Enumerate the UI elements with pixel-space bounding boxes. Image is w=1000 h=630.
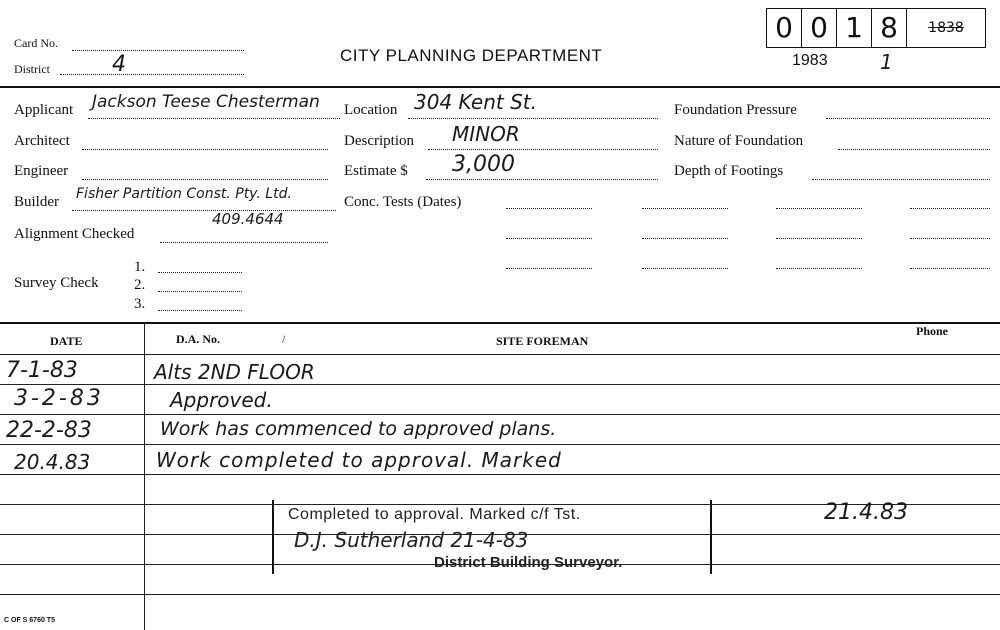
table-row-line bbox=[0, 474, 1000, 475]
form-code: C OF S 6760 T5 bbox=[4, 617, 55, 624]
table-row-line bbox=[0, 594, 1000, 595]
depth-footings-line bbox=[812, 179, 990, 180]
survey-line bbox=[158, 291, 242, 292]
stamp-title: District Building Surveyor. bbox=[434, 554, 623, 571]
table-column-divider bbox=[144, 322, 145, 630]
col-foreman-header: SITE FOREMAN bbox=[496, 334, 589, 348]
description-value: MINOR bbox=[452, 122, 520, 146]
table-row-date: 22-2-83 bbox=[6, 418, 92, 443]
applicant-value: Jackson Teese Chesterman bbox=[92, 92, 320, 112]
applicant-label: Applicant bbox=[14, 102, 74, 118]
engineer-label: Engineer bbox=[14, 163, 69, 179]
table-row-date: 7-1-83 bbox=[6, 358, 78, 383]
table-row-line bbox=[0, 444, 1000, 445]
table-top-rule bbox=[0, 322, 1000, 324]
conc-tests-label: Conc. Tests (Dates) bbox=[344, 194, 462, 210]
table-row-date: 3-2-83 bbox=[14, 386, 104, 411]
table-row-line bbox=[0, 414, 1000, 415]
architect-line bbox=[82, 149, 328, 150]
department-title: CITY PLANNING DEPARTMENT bbox=[340, 46, 603, 65]
header-rule bbox=[0, 86, 1000, 88]
description-label: Description bbox=[344, 133, 414, 149]
conc-test-line bbox=[642, 208, 728, 209]
table-row-note: Approved. bbox=[170, 388, 273, 412]
district-label: District bbox=[14, 62, 50, 76]
conc-test-line bbox=[642, 238, 728, 239]
survey-label: Survey Check bbox=[14, 275, 99, 291]
survey-item: 2. bbox=[134, 277, 146, 293]
estimate-value: 3,000 bbox=[452, 152, 515, 177]
foundation-pressure-line bbox=[826, 118, 990, 119]
location-value: 304 Kent St. bbox=[414, 90, 538, 114]
builder-value: Fisher Partition Const. Pty. Ltd. bbox=[76, 186, 292, 202]
year-suffix: 1 bbox=[880, 50, 893, 74]
conc-test-line bbox=[910, 208, 990, 209]
estimate-label: Estimate $ bbox=[344, 163, 408, 179]
builder-label: Builder bbox=[14, 194, 59, 210]
nature-foundation-label: Nature of Foundation bbox=[674, 133, 804, 149]
conc-test-line bbox=[776, 268, 862, 269]
district-line bbox=[60, 74, 244, 75]
nature-foundation-line bbox=[838, 149, 990, 150]
number-digit: 8 bbox=[872, 9, 907, 47]
number-suffix: 1838 bbox=[928, 20, 964, 36]
foundation-pressure-label: Foundation Pressure bbox=[674, 102, 797, 118]
col-date-header: DATE bbox=[50, 334, 83, 348]
conc-test-line bbox=[776, 238, 862, 239]
stamp-signature: D.J. Sutherland 21-4-83 bbox=[294, 528, 529, 552]
table-row-note: Work completed to approval. Marked bbox=[156, 448, 562, 472]
approval-stamp bbox=[272, 500, 712, 574]
applicant-line bbox=[88, 118, 340, 119]
conc-test-line bbox=[910, 268, 990, 269]
location-line bbox=[408, 118, 658, 119]
table-row-note: Work has commenced to approved plans. bbox=[160, 418, 557, 440]
conc-test-line bbox=[776, 208, 862, 209]
survey-line bbox=[158, 310, 242, 311]
number-digit: 0 bbox=[802, 9, 837, 47]
estimate-line bbox=[426, 179, 658, 180]
col-da-header: D.A. No. bbox=[176, 332, 220, 346]
survey-line bbox=[158, 272, 242, 273]
table-row-line bbox=[0, 384, 1000, 385]
number-digit: 0 bbox=[767, 9, 802, 47]
survey-item: 1. bbox=[134, 259, 146, 275]
engineer-line bbox=[82, 179, 328, 180]
card-no-line bbox=[72, 50, 244, 51]
conc-test-line bbox=[506, 268, 592, 269]
initials-date: 21.4.83 bbox=[824, 500, 908, 525]
location-label: Location bbox=[344, 102, 398, 118]
year-value: 1983 bbox=[792, 52, 828, 69]
col-da-slash: / bbox=[282, 332, 286, 346]
number-digit: 1 bbox=[837, 9, 872, 47]
card-no-label: Card No. bbox=[14, 36, 58, 50]
builder-phone: 409.4644 bbox=[212, 210, 284, 228]
survey-item: 3. bbox=[134, 296, 146, 312]
description-line bbox=[428, 149, 658, 150]
conc-test-line bbox=[506, 238, 592, 239]
builder-line bbox=[72, 210, 336, 211]
architect-label: Architect bbox=[14, 133, 70, 149]
depth-footings-label: Depth of Footings bbox=[674, 163, 784, 179]
district-value: 4 bbox=[112, 52, 126, 77]
alignment-line bbox=[160, 242, 328, 243]
conc-test-line bbox=[642, 268, 728, 269]
card-number-box bbox=[766, 8, 986, 48]
conc-test-line bbox=[910, 238, 990, 239]
col-phone-header: Phone bbox=[916, 324, 949, 338]
table-row-note: Alts 2ND FLOOR bbox=[154, 360, 315, 384]
stamp-line-completed: Completed to approval. Marked c/f Tst. bbox=[288, 506, 581, 523]
alignment-label: Alignment Checked bbox=[14, 226, 135, 242]
table-header-rule bbox=[0, 354, 1000, 355]
conc-test-line bbox=[506, 208, 592, 209]
table-row-date: 20.4.83 bbox=[14, 450, 91, 474]
